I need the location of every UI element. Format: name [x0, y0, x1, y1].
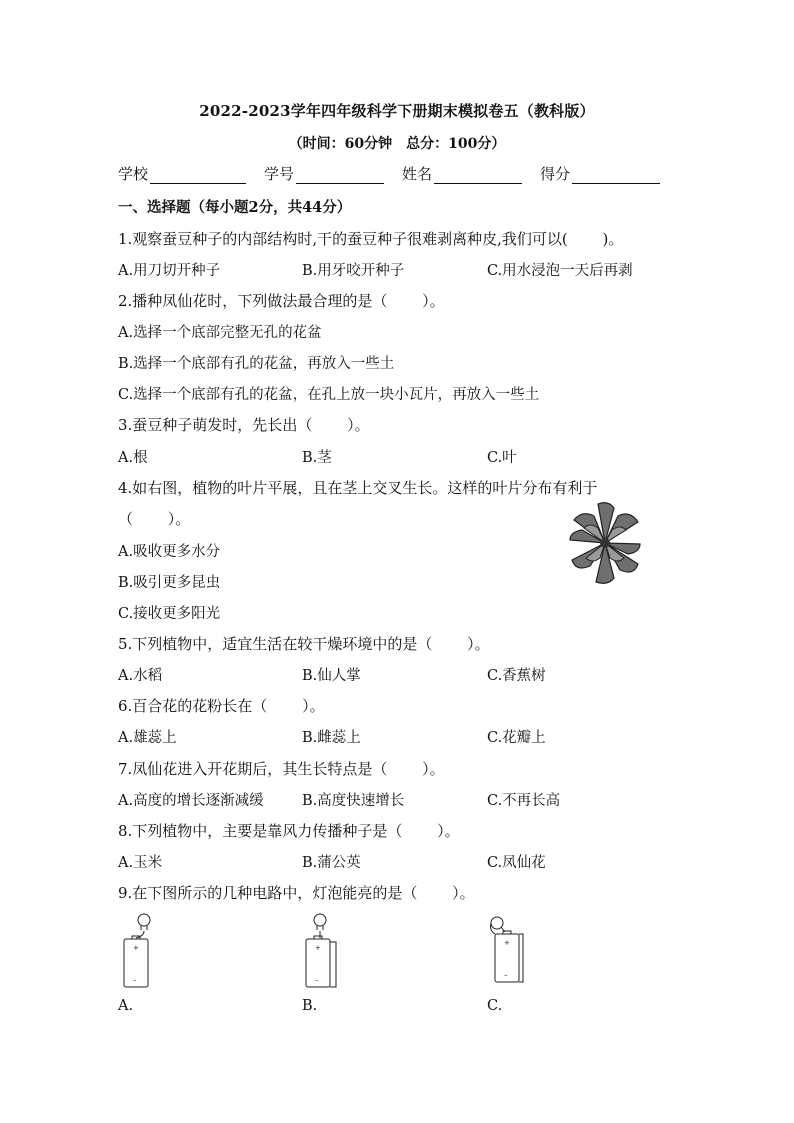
- q6-option-b[interactable]: B.雌蕊上: [302, 730, 361, 746]
- plant-leaves-image: [568, 500, 642, 586]
- school-blank[interactable]: [150, 167, 246, 184]
- q2-option-c[interactable]: C.选择一个底部有孔的花盆，在孔上放一块小瓦片，再放入一些土: [118, 387, 540, 403]
- exam-subtitle: （时间：60分钟 总分：100分）: [288, 136, 506, 152]
- q1-option-c[interactable]: C.用水浸泡一天后再剥: [487, 263, 633, 279]
- q3-option-c[interactable]: C.叶: [487, 450, 517, 466]
- q8-option-c[interactable]: C.凤仙花: [487, 855, 546, 871]
- question-5-stem: 5.下列植物中，适宜生活在较干燥环境中的是（ ）。: [118, 635, 490, 653]
- student-info-row: [118, 163, 672, 184]
- question-2-stem: 2.播种凤仙花时，下列做法最合理的是（ ）。: [118, 292, 445, 310]
- q3-option-a[interactable]: A.根: [118, 450, 148, 466]
- question-8-stem: 8.下列植物中，主要是靠风力传播种子是（ ）。: [118, 822, 460, 840]
- q7-option-c[interactable]: C.不再长高: [487, 793, 561, 809]
- circuit-c-diagram: [483, 910, 535, 990]
- q5-option-c[interactable]: C.香蕉树: [487, 668, 546, 684]
- svg-text:+: +: [504, 939, 510, 947]
- q6-option-c[interactable]: C.花瓣上: [487, 730, 546, 746]
- q2-option-a[interactable]: A.选择一个底部完整无孔的花盆: [118, 325, 322, 341]
- exam-title: 2022-2023学年四年级科学下册期末模拟卷五（教科版）: [199, 102, 595, 120]
- q8-option-a[interactable]: A.玉米: [118, 855, 163, 871]
- question-7-stem: 7.凤仙花进入开花期后，其生长特点是（ ）。: [118, 760, 445, 778]
- question-9-stem: 9.在下图所示的几种电路中，灯泡能亮的是（ ）。: [118, 884, 475, 902]
- question-1-stem: 1.观察蚕豆种子的内部结构时,干的蚕豆种子很难剥离种皮,我们可以( )。: [118, 230, 624, 248]
- school-field: [118, 163, 246, 184]
- svg-text:+: +: [315, 944, 321, 952]
- q4-option-a[interactable]: A.吸收更多水分: [118, 544, 221, 560]
- q4-option-c[interactable]: C.接收更多阳光: [118, 606, 221, 622]
- q7-option-b[interactable]: B.高度快速增长: [302, 793, 405, 809]
- svg-text:–: –: [504, 971, 508, 979]
- q1-option-b[interactable]: B.用牙咬开种子: [302, 263, 405, 279]
- name-blank[interactable]: [434, 167, 522, 184]
- q7-option-a[interactable]: A.高度的增长逐渐减缓: [118, 793, 264, 809]
- svg-text:–: –: [315, 976, 319, 984]
- name-label: 姓名: [402, 165, 433, 183]
- score-field: [540, 163, 660, 184]
- svg-text:–: –: [133, 976, 137, 984]
- name-field: [402, 163, 522, 184]
- question-4-stem: 4.如右图，植物的叶片平展，且在茎上交叉生长。这样的叶片分布有利于: [118, 479, 598, 497]
- school-label: 学校: [118, 165, 149, 183]
- section-heading: 一、选择题（每小题2分，共44分）: [118, 199, 352, 216]
- question-3-stem: 3.蚕豆种子萌发时，先长出（ ）。: [118, 416, 370, 434]
- student-id-blank[interactable]: [296, 167, 384, 184]
- circuit-a-label[interactable]: A.: [118, 998, 134, 1014]
- circuit-a-diagram: [114, 910, 166, 990]
- q3-option-b[interactable]: B.茎: [302, 450, 332, 466]
- q8-option-b[interactable]: B.蒲公英: [302, 855, 361, 871]
- score-label: 得分: [540, 165, 571, 183]
- circuit-b-label[interactable]: B.: [302, 998, 318, 1014]
- q5-option-b[interactable]: B.仙人掌: [302, 668, 361, 684]
- student-id-field: [264, 163, 384, 184]
- question-6-stem: 6.百合花的花粉长在（ ）。: [118, 697, 325, 715]
- q5-option-a[interactable]: A.水稻: [118, 668, 163, 684]
- q2-option-b[interactable]: B.选择一个底部有孔的花盆，再放入一些土: [118, 356, 395, 372]
- question-4-stem-cont: （ ）。: [118, 510, 191, 528]
- q6-option-a[interactable]: A.雄蕊上: [118, 730, 177, 746]
- q1-option-a[interactable]: A.用刀切开种子: [118, 263, 221, 279]
- q4-option-b[interactable]: B.吸引更多昆虫: [118, 575, 221, 591]
- student-id-label: 学号: [264, 165, 295, 183]
- score-blank[interactable]: [572, 167, 660, 184]
- svg-text:+: +: [133, 944, 139, 952]
- circuit-c-label[interactable]: C.: [487, 998, 503, 1014]
- circuit-b-diagram: [298, 910, 350, 990]
